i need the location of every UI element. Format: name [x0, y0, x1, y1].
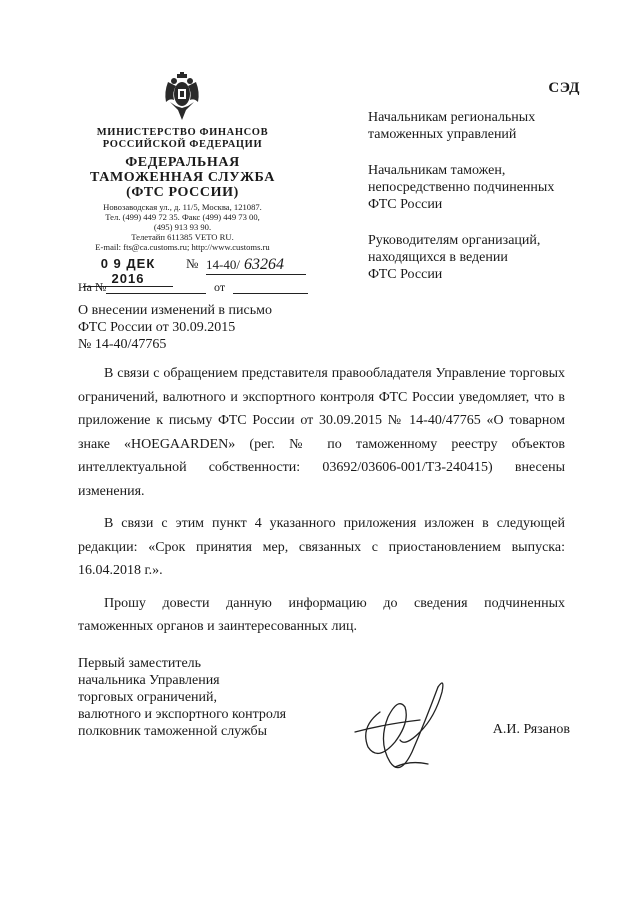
registration-row: [78, 256, 308, 286]
addressee-customs: Начальникам таможен, непосредственно подчиненных ФТС России: [368, 163, 555, 212]
handwritten-signature-icon: [350, 672, 455, 782]
body-paragraph: В связи с этим пункт 4 указанного приложения изложен в следующей редакции: «Срок принятия мер, связанных с приостановлением выпуска: 16.04.2018 г.».: [78, 516, 565, 578]
registration-date-stamp: 0 9 ДЕК 2016: [83, 256, 173, 287]
addressee-organizations: Руководителям организаций, находящихся в ведении ФТС России: [368, 233, 541, 282]
letter-body: [78, 362, 565, 648]
addressee-regional: Начальникам региональных таможенных управлений: [368, 110, 536, 142]
signatory-title: Первый заместитель начальника Управления торговых ограничений, валютного и экспортного контроля полковник таможенной службы: [78, 656, 287, 739]
service-name: ФЕДЕРАЛЬНАЯ ТАМОЖЕННАЯ СЛУЖБА (ФТС РОССИИ): [90, 155, 275, 200]
coat-of-arms-icon: [160, 72, 204, 122]
reference-date-line: [233, 293, 308, 294]
body-paragraph: В связи с обращением представителя правообладателя Управление торговых ограничений, валютного и экспортного контроля ФТС России уведомляет, что в приложение к письму ФТС России от 30.09.2015 № 14-40/47765 «О товарном знаке «HOEGAARDEN» (рег. № по таможенному реестру объектов интеллектуальной собственности: 03692/03606-001/ТЗ-240415) внесены изменения.: [78, 366, 565, 499]
body-paragraph: Прошу довести данную информацию до сведения подчиненных таможенных органов и заинтересованных лиц.: [78, 595, 565, 634]
registration-number: 14-40/ 63264: [206, 256, 306, 275]
addressees: [368, 109, 598, 302]
service-address: Новозаводская ул., д. 11/5, Москва, 121087. Тел. (499) 449 72 35. Факс (499) 449 73 00, (495) 913 93 90. Телетайп 611385 VETO RU. E-mail: fts@ca.customs.ru; http://www.customs.ru: [95, 202, 270, 252]
reference-row: [78, 280, 308, 296]
reference-number-line: [106, 293, 206, 294]
ministry-name: МИНИСТЕРСТВО ФИНАНСОВ РОССИЙСКОЙ ФЕДЕРАЦИИ: [96, 127, 269, 150]
handwritten-number: 63264: [243, 256, 284, 273]
signatory-name: А.И. Рязанов: [492, 722, 570, 737]
reference-date-label: от: [214, 280, 226, 294]
letter-subject: О внесении изменений в письмо ФТС России от 30.09.2015 № 14-40/47765: [78, 303, 272, 352]
sed-mark: СЭД: [548, 80, 580, 96]
registration-number-label: №: [186, 256, 199, 271]
reference-number-label: На №: [78, 280, 107, 294]
